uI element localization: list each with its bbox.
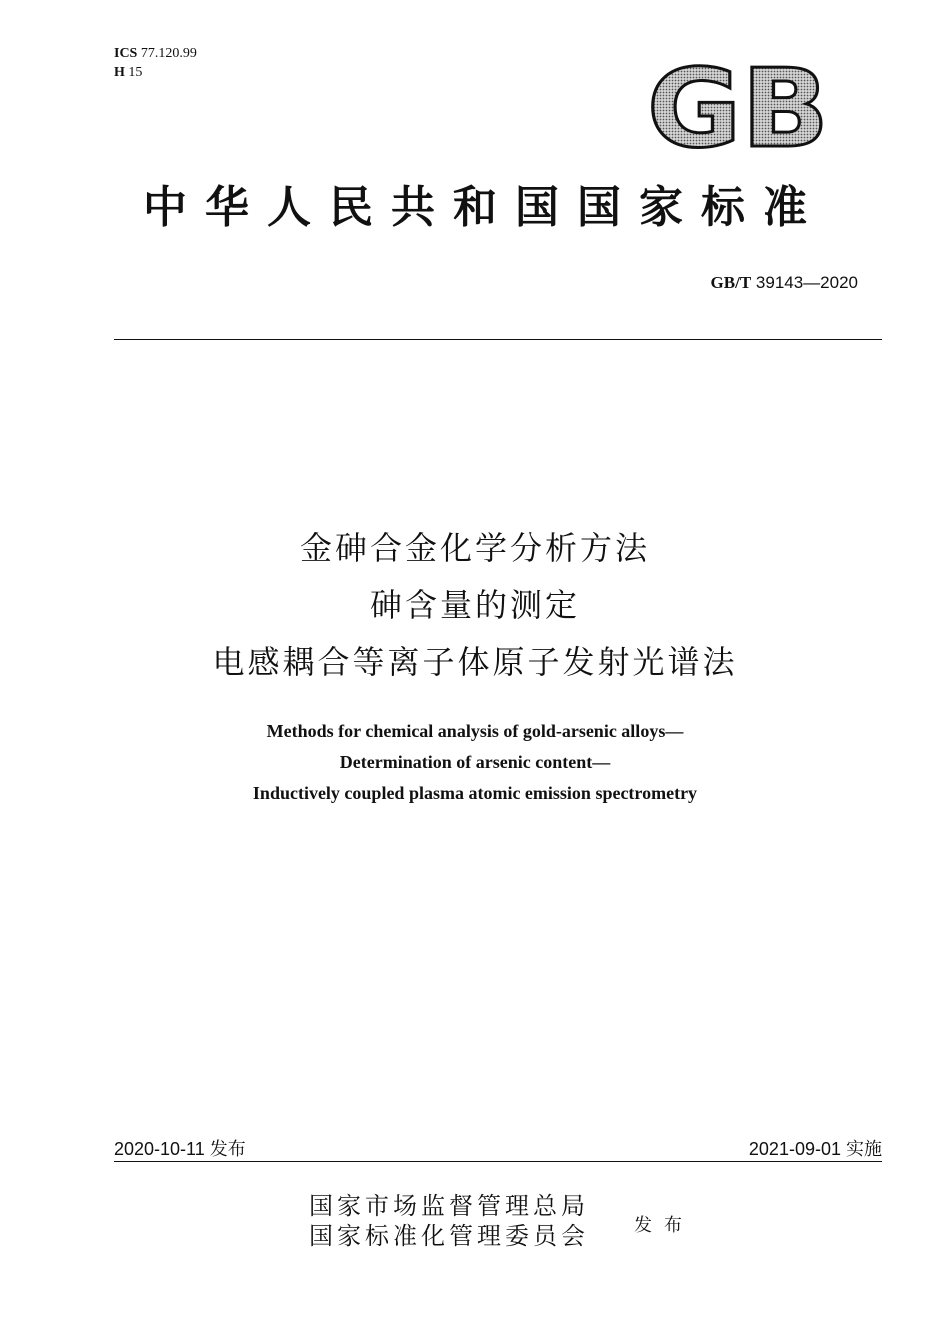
ccs-line — [114, 63, 197, 82]
implementation-date-label: 实施 — [846, 1139, 882, 1159]
publish-label: 发布 — [634, 1215, 694, 1236]
ccs-label: H — [114, 65, 125, 80]
bottom-divider — [114, 1161, 882, 1162]
issue-date — [114, 1135, 246, 1161]
gb-logo — [644, 58, 832, 154]
english-title-line-2: Determination of arsenic content— — [339, 752, 611, 772]
ics-label: ICS — [114, 46, 138, 61]
issuer-2: 国家标准化管理委员会 — [309, 1222, 589, 1250]
chinese-title-line-2: 砷含量的测定 — [369, 586, 580, 624]
chinese-title-line-1: 金砷合金化学分析方法 — [299, 529, 650, 567]
standard-number-value: 39143—2020 — [755, 273, 858, 292]
top-divider — [114, 339, 882, 340]
national-standard-title: 中华人民共和国国家标准 — [143, 182, 825, 233]
implementation-date — [749, 1135, 882, 1161]
english-title-line-3: Inductively coupled plasma atomic emission spectrometry — [252, 783, 698, 803]
english-title-line-1: Methods for chemical analysis of gold-arsenic alloys— — [266, 721, 684, 741]
implementation-date-value: 2021-09-01 — [748, 1139, 841, 1159]
issue-date-value: 2020-10-11 — [114, 1139, 205, 1159]
classification-codes — [114, 44, 197, 82]
chinese-title — [0, 520, 950, 691]
ics-code: 77.120.99 — [140, 46, 197, 61]
issuer-1: 国家市场监督管理总局 — [309, 1192, 589, 1220]
issuing-authorities — [309, 1191, 589, 1251]
standard-number — [711, 273, 858, 293]
english-title — [0, 716, 950, 809]
standard-number-prefix: GB/T — [710, 273, 752, 292]
chinese-title-line-3: 电感耦合等离子体原子发射光谱法 — [212, 643, 738, 681]
issue-date-label: 发布 — [209, 1139, 246, 1159]
ccs-code: 15 — [128, 65, 143, 80]
ics-line — [114, 44, 197, 63]
gb-logo-text: GB — [647, 58, 829, 154]
